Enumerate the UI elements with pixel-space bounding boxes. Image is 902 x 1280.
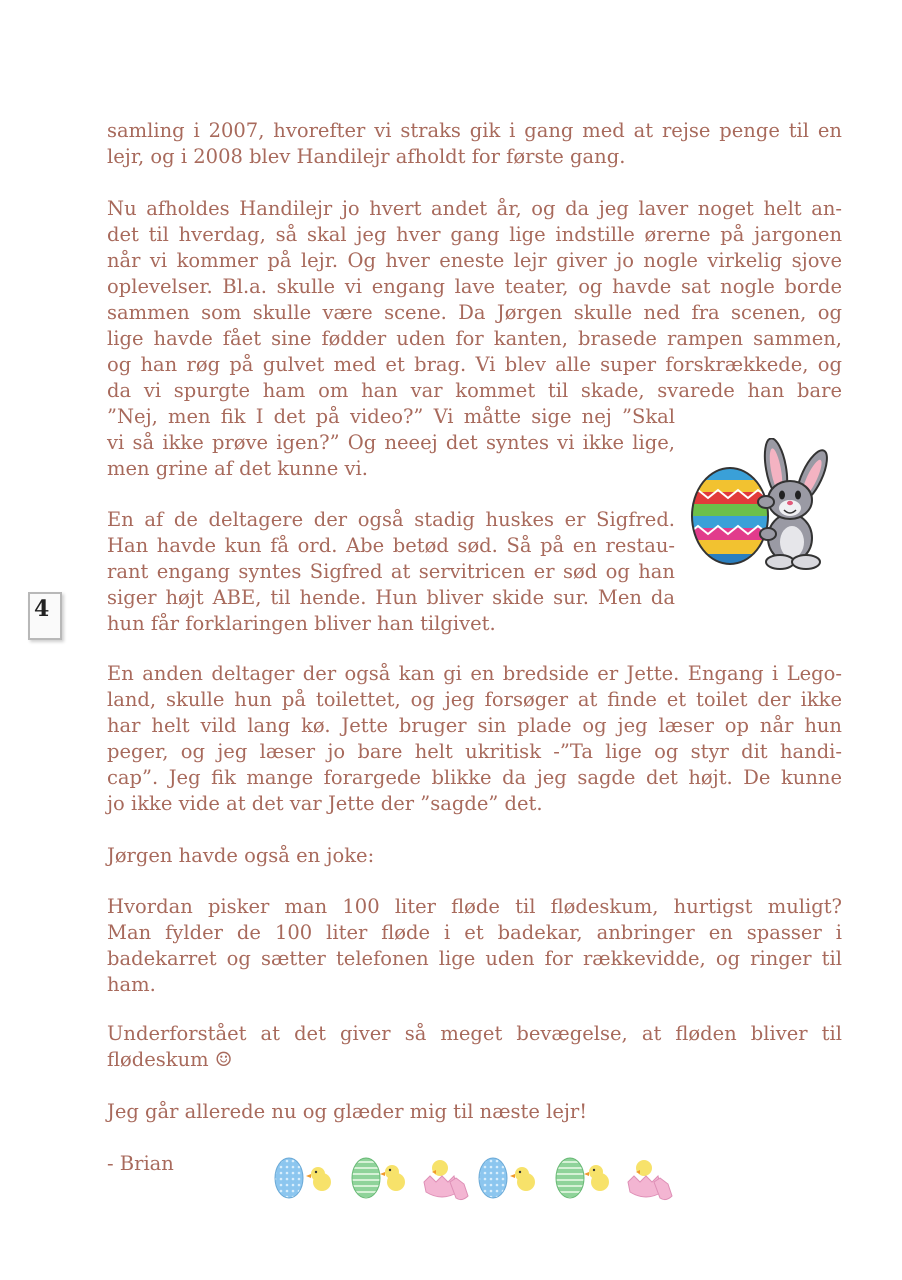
- text-line: Man fylder de 100 liter fløde i et badekar, anbringer en spasser i: [107, 921, 842, 944]
- text-line: Underforstået at det giver så meget bevægelse, at fløden bliver til: [107, 1022, 842, 1045]
- page-number-box: [28, 592, 62, 640]
- text-line: samling i 2007, hvorefter vi straks gik i gang med at rejse penge til en: [107, 119, 842, 142]
- text-line: hun får forklaringen bliver han tilgivet.: [107, 612, 496, 635]
- paragraph: [107, 843, 842, 869]
- text-line: flødeskum ☺: [107, 1048, 233, 1071]
- text-line: rant engang syntes Sigfred at servitricen er sød og han: [107, 560, 675, 583]
- paragraph: [107, 1021, 842, 1073]
- text-line: cap”. Jeg fik mange forargede blikke da jeg sagde det højt. De kunne: [107, 766, 842, 789]
- paragraph: [107, 894, 842, 998]
- text-line: ”Nej, men fik I det på video?” Vi måtte sige nej ”Skal: [107, 405, 675, 428]
- text-line: Han havde kun få ord. Abe betød sød. Så på en restau-: [107, 534, 675, 557]
- text-line: da vi spurgte ham om han var kommet til skade, svarede han bare: [107, 379, 842, 402]
- text-line: Jørgen havde også en joke:: [107, 844, 375, 867]
- text-line: og han røg på gulvet med et brag. Vi blev alle super forskrækkede, og: [107, 353, 842, 376]
- page-number: 4: [34, 596, 50, 622]
- text-line: En af de deltagere der også stadig huskes er Sigfred.: [107, 508, 675, 531]
- text-line: vi så ikke prøve igen?” Og neeej det syntes vi ikke lige,: [107, 431, 675, 454]
- text-line: oplevelser. Bl.a. skulle vi engang lave teater, og havde sat nogle borde: [107, 275, 842, 298]
- easter-border-illustration: [272, 1152, 682, 1204]
- text-line: sammen som skulle være scene. Da Jørgen skulle ned fra scenen, og: [107, 301, 842, 324]
- text-line: ham.: [107, 973, 156, 996]
- text-line: badekarret og sætter telefonen lige uden for rækkevidde, og ringer til: [107, 947, 842, 970]
- text-line: lejr, og i 2008 blev Handilejr afholdt for første gang.: [107, 145, 626, 168]
- text-line: har helt vild lang kø. Jette bruger sin plade og jeg læser op når hun: [107, 714, 842, 737]
- text-line: land, skulle hun på toilettet, og jeg forsøger at finde et toilet der ikke: [107, 688, 842, 711]
- text-line: - Brian: [107, 1152, 174, 1175]
- text-line: men grine af det kunne vi.: [107, 457, 368, 480]
- text-line: jo ikke vide at det var Jette der ”sagde” det.: [107, 792, 543, 815]
- text-line: Hvordan pisker man 100 liter fløde til flødeskum, hurtigst muligt?: [107, 895, 842, 918]
- text-line: siger højt ABE, til hende. Hun bliver skide sur. Men da: [107, 586, 675, 609]
- text-line: En anden deltager der også kan gi en bredside er Jette. Engang i Lego-: [107, 662, 842, 685]
- easter-bunny-icon: [688, 438, 838, 573]
- text-line: det til hverdag, så skal jeg hver gang lige indstille ørerne på jargonen: [107, 223, 842, 246]
- paragraph: [107, 118, 842, 170]
- paragraph: [107, 661, 842, 817]
- text-line: når vi kommer på lejr. Og hver eneste lejr giver jo nogle virkelig sjove: [107, 249, 842, 272]
- text-line: lige havde fået sine fødder uden for kanten, brasede rampen sammen,: [107, 327, 842, 350]
- text-line: Jeg går allerede nu og glæder mig til næste lejr!: [107, 1100, 588, 1123]
- text-line: peger, og jeg læser jo bare helt ukritisk -”Ta lige og styr dit handi-: [107, 740, 842, 763]
- text-line: Nu afholdes Handilejr jo hvert andet år, og da jeg laver noget helt an-: [107, 197, 842, 220]
- paragraph: [107, 1099, 842, 1125]
